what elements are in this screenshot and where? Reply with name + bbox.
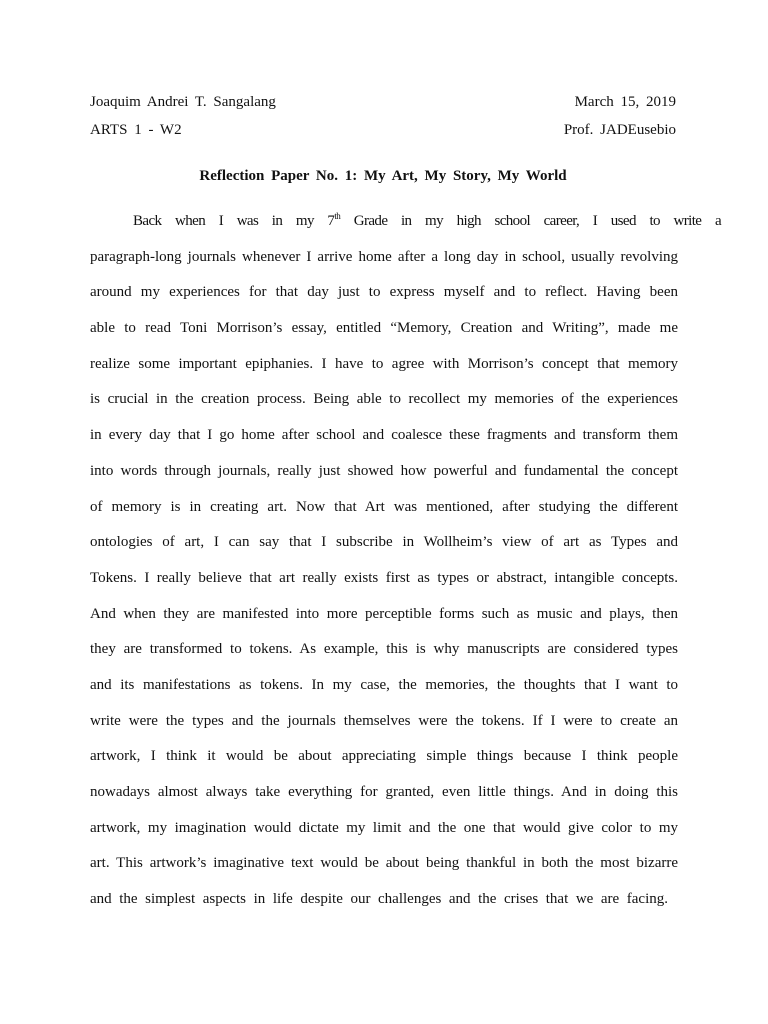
body-line: they are transformed to tokens. As example, this is why manuscripts are considered types <box>90 641 678 658</box>
body-line: in every day that I go home after school and coalesce these fragments and transform them <box>90 427 678 444</box>
body-line: realize some important epiphanies. I have to agree with Morrison’s concept that memory <box>90 355 678 372</box>
body-line: artwork, my imagination would dictate my limit and the one that would give color to my <box>90 819 678 836</box>
body-line: able to read Toni Morrison’s essay, entitled “Memory, Creation and Writing”, made me <box>90 320 678 337</box>
body-line: into words through journals, really just showed how powerful and fundamental the concept <box>90 462 678 479</box>
professor-name: Prof. JADEusebio <box>563 122 676 138</box>
body-line: Tokens. I really believe that art really exists first as types or abstract, intangible concepts. <box>90 569 678 586</box>
body-line: around my experiences for that day just to express myself and to reflect. Having been <box>90 284 678 301</box>
body-line: and its manifestations as tokens. In my case, the memories, the thoughts that I want to <box>90 676 678 693</box>
body-line: art. This artwork’s imaginative text would be about being thankful in both the most bizarre <box>90 855 678 872</box>
body-line: is crucial in the creation process. Being able to recollect my memories of the experiences <box>90 391 678 408</box>
course-code: ARTS 1 - W2 <box>90 122 182 138</box>
body-line: And when they are manifested into more perceptible forms such as music and plays, then <box>90 605 678 622</box>
body-line: and the simplest aspects in life despite our challenges and the crises that we are facing. <box>90 891 668 908</box>
body-line: nowadays almost always take everything for granted, even little things. And in doing this <box>90 784 678 800</box>
document-date: March 15, 2019 <box>574 94 676 110</box>
body-line: paragraph-long journals whenever I arrive home after a long day in school, usually revolving <box>90 248 678 265</box>
body-line: artwork, I think it would be about appreciating simple things because I think people <box>90 748 678 765</box>
header-row-2 <box>90 121 676 139</box>
body-line-1: Back when I was in my 7th Grade in my high school career, I used to write a <box>133 211 722 229</box>
paper-title: Reflection Paper No. 1: My Art, My Story, My World <box>199 168 567 184</box>
body-paragraph <box>90 204 722 918</box>
body-line: write were the types and the journals themselves were the tokens. If I were to create an <box>90 712 678 729</box>
header-row-1 <box>90 93 676 111</box>
author-name: Joaquim Andrei T. Sangalang <box>90 94 276 110</box>
body-line: ontologies of art, I can say that I subscribe in Wollheim’s view of art as Types and <box>90 534 678 551</box>
body-line: of memory is in creating art. Now that Art was mentioned, after studying the different <box>90 498 678 515</box>
